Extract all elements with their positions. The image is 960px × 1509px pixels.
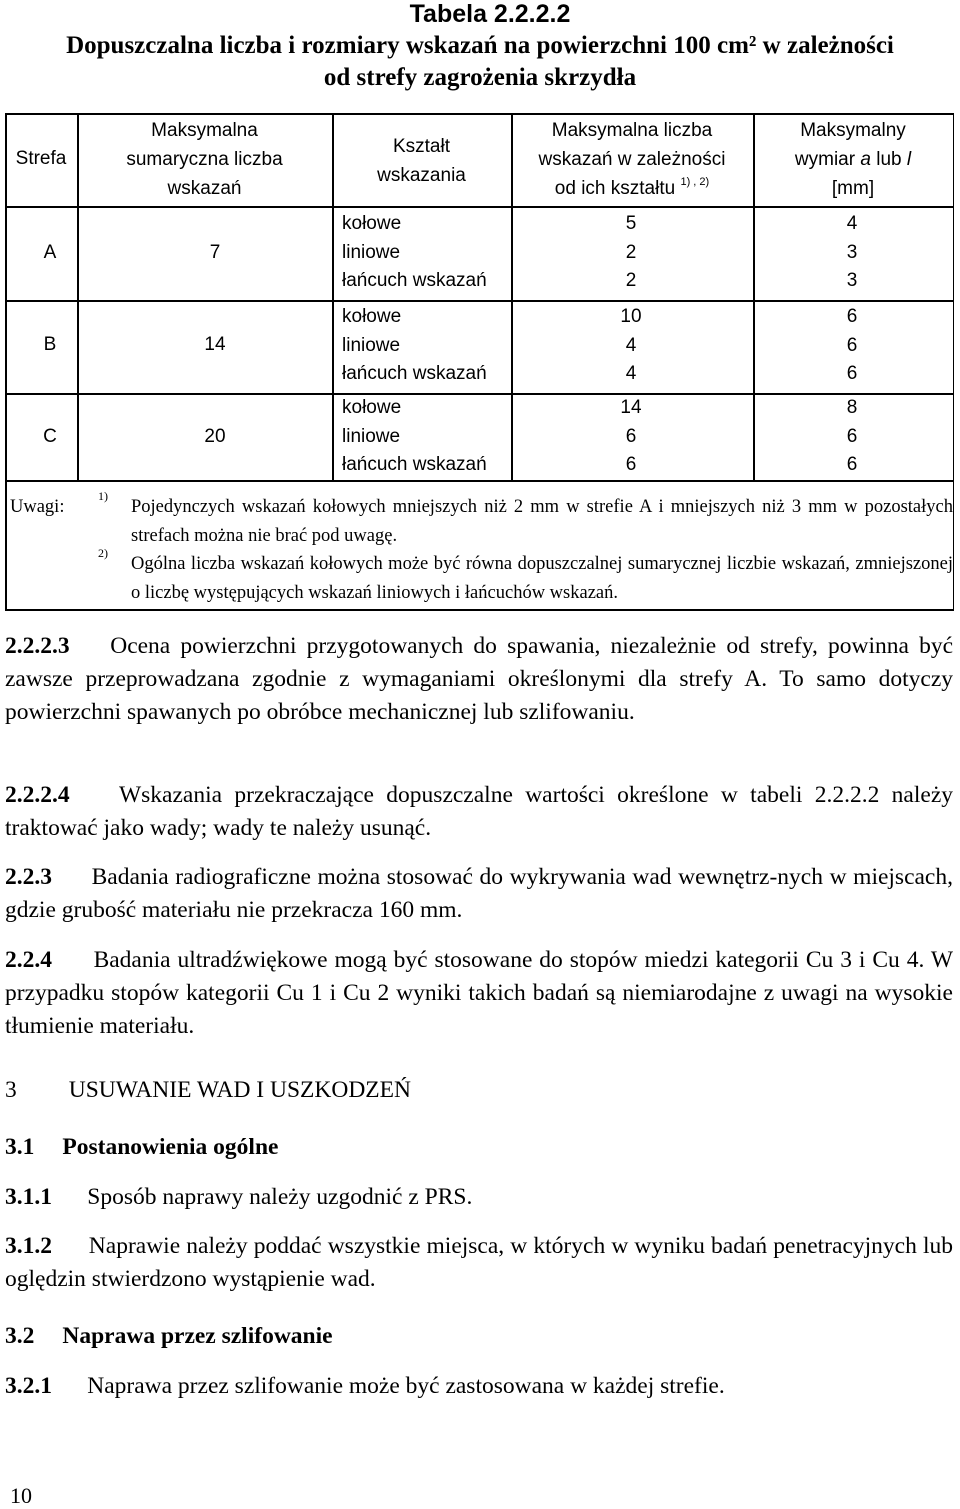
count-cell: 5 2 2 <box>625 213 637 291</box>
section-heading-3-2: 3.2 Naprawa przez szlifowanie <box>5 1323 333 1349</box>
section-heading-3-1: 3.1 Postanowienia ogólne <box>5 1134 279 1160</box>
header-max-by-shape: Maksymalna liczba wskazań w zależności od ich kształtu $^{1) , 2)}$ <box>538 120 726 199</box>
zone-cell: A <box>43 242 57 263</box>
paragraph-3-1-2: 3.1.2 Naprawie należy poddać wszystkie miejsca, w których w wyniku badań penetracyjnych lub oględzin stwierdzono wystąpienie wad. <box>5 1233 953 1292</box>
header-shape: Kształt wskazania <box>377 136 466 186</box>
count-cell: 10 4 4 <box>620 306 642 384</box>
note1-text: Pojedynczych wskazań kołowych mniejszych niż 2 mm w strefie A i mniejszych niż 3 mm w pozostałych strefach można nie brać pod uwagę. <box>131 497 953 546</box>
table-border-top <box>5 113 954 115</box>
section-heading-3: 3 USUWANIE WAD I USZKODZEŃ <box>5 1077 411 1103</box>
table-row-divider <box>5 300 954 302</box>
header-max-sum: Maksymalna sumaryczna liczba wskazań <box>126 120 283 199</box>
dim-cell: 8 6 6 <box>846 397 858 475</box>
dim-cell: 4 3 3 <box>846 213 858 291</box>
table-title-line1: Dopuszczalna liczba i rozmiary wskazań na powierzchni 100 cm² w zależności <box>66 32 894 59</box>
page-number: 10 <box>10 1483 32 1508</box>
dim-cell: 6 6 6 <box>846 306 858 384</box>
header-max-dim: Maksymalny wymiar a lub l [mm] <box>794 120 912 199</box>
zone-cell: B <box>43 334 57 355</box>
paragraph-2-2-4: 2.2.4 Badania ultradźwiękowe mogą być stosowane do stopów miedzi kategorii Cu 3 i Cu 4. W przypadku stopów kategorii Cu 1 i Cu 2 wyniki takich badań są niemiarodajne z uwagi na wysokie tłumienie materiału. <box>5 947 954 1039</box>
notes-label: Uwagi: <box>10 497 65 517</box>
header-strefa: Strefa <box>15 148 67 169</box>
table-row-divider <box>5 480 954 482</box>
paragraph-2-2-2-4: 2.2.2.4 Wskazania przekraczające dopuszczalne wartości określone w tabeli 2.2.2.2 należy traktować jako wady; wady te należy usunąć. <box>5 782 953 841</box>
note2-text: Ogólna liczba wskazań kołowych może być równa dopuszczalnej sumarycznej liczbie wskazań, zmniejszonej o liczbę występujących wskazań liniowych i łańcuchów wskazań. <box>131 554 953 603</box>
paragraph-2-2-2-3: 2.2.2.3 Ocena powierzchni przygotowanych do spawania, niezależnie od strefy, powinna być zawsze przeprowadzana zgodnie z wymaganiami określonymi dla strefy A. To samo dotyczy powierzchni spawanych po obróbce mechanicznej lub szlifowaniu. <box>5 633 953 725</box>
note1-marker: 1) <box>98 489 108 503</box>
table-label: Tabela 2.2.2.2 <box>409 0 571 28</box>
total-cell: 14 <box>204 334 226 355</box>
table-row-divider <box>5 206 954 208</box>
zone-cell: C <box>43 426 57 447</box>
note2-marker: 2) <box>98 546 108 560</box>
paragraph-3-1-1: 3.1.1 Sposób naprawy należy uzgodnić z PRS. <box>5 1184 473 1210</box>
table-title <box>0 30 960 94</box>
table-title-line2: od strefy zagrożenia skrzydła <box>323 64 637 91</box>
paragraph-2-2-3: 2.2.3 Badania radiograficzne można stosować do wykrywania wad wewnętrz-nych w miejscach, gdzie grubość materiału nie przekracza 160 mm. <box>5 864 953 923</box>
table-border-left <box>5 113 7 610</box>
total-cell: 7 <box>209 242 221 263</box>
shape-cell: kołowe liniowe łańcuch wskazań <box>342 306 487 384</box>
table-border-bottom <box>5 609 954 611</box>
shape-cell: kołowe liniowe łańcuch wskazań <box>342 213 487 291</box>
total-cell: 20 <box>204 426 226 447</box>
paragraph-3-2-1: 3.2.1 Naprawa przez szlifowanie może być zastosowana w każdej strefie. <box>5 1373 725 1399</box>
shape-cell: kołowe liniowe łańcuch wskazań <box>342 397 487 475</box>
count-cell: 14 6 6 <box>620 397 642 475</box>
